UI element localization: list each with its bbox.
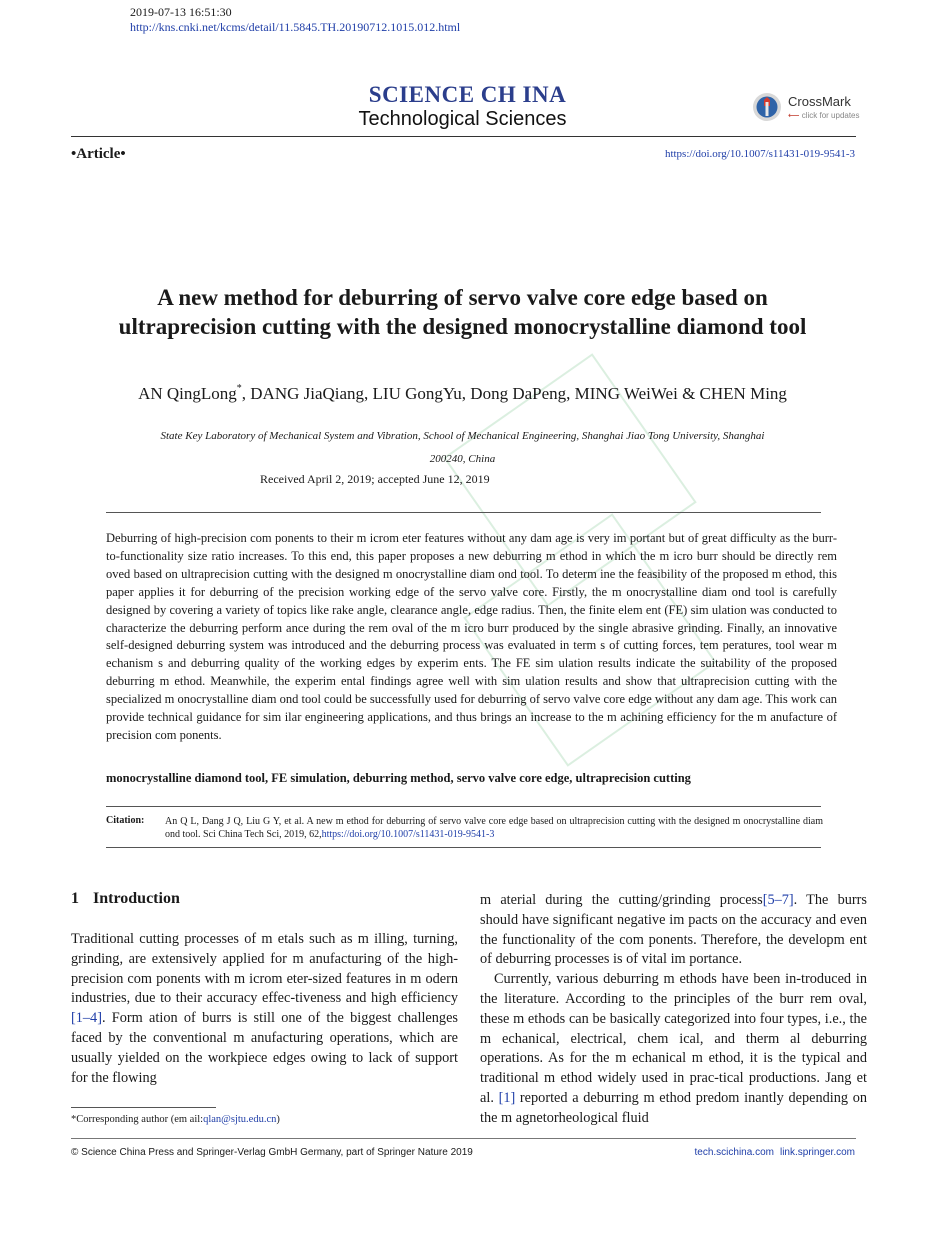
article-title: A new method for deburring of servo valve core edge based on ultraprecision cutting with the designed monocrystalline diamond tool	[118, 285, 807, 339]
paragraph-text: . The burrs should have significant negative im pacts on the accuracy and even the functionality of the com ponents. Therefore, the developm ent of deburring processes is of vital im portance.	[480, 892, 867, 968]
first-author: AN QingLong	[138, 384, 237, 403]
paragraph	[71, 930, 458, 1088]
source-url[interactable]: http://kns.cnki.net/kcms/detail/11.5845.TH.20190712.1015.012.html	[130, 20, 461, 34]
paragraph-text: Traditional cutting processes of m etals such as m illing, turning, grinding, are extensively applied for m anufacturing of the high-precision com ponents with m icrom eter-sized features in m odern industries, due to their accuracy effec-tiveness and high efficiency	[71, 931, 458, 1007]
affiliation-line-2: 200240, China	[429, 453, 496, 465]
springer-link[interactable]: link.springer.com	[779, 1147, 855, 1158]
citation-bottom-divider	[106, 847, 821, 848]
footer-links	[694, 1147, 855, 1158]
citation-text: An Q L, Dang J Q, Liu G Y, et al. A new m ethod for deburring of servo valve core edge based on ultraprecision cutting with the designed m onocrystalline diam ond tool. Sci China Tech Sci, 2019, 62,	[165, 816, 823, 840]
body-right-column	[480, 891, 867, 1129]
author-list	[60, 383, 865, 404]
abstract-text: Deburring of high-precision com ponents to their m icrom eter features without any dam age is very im portant but of great difficulty as the burr-to-functionality size ratio increases. To this end, this paper proposes a new deburring m ethod in which the m icro burr should be directly rem oved based on ultraprecision cutting with the designed m onocrystalline diam ond tool. To determ ine the feasibility of the proposed m ethod, this paper applies it for deburring of the precision working edge of the servo valve core. Firstly, the m onocrystalline diam ond tool is carefully designed by covering a variety of topics like rake angle, clearance angle, edge radius. Then, the finite elem ent (FE) sim ulation was conducted to characterize the deburring perform ance during the rem oval of the m icro burr produced by the single abrasive grinding. Finally, an innovative self-designed deburring system was introduced and the deburring process was evaluated in term s of cutting forces, tem peratures, tool wear m echanism s and deburring quality of the working edges by experim ents. The FE sim ulation results indicate the suitability of the proposed deburring m ethod. Meanwhile, the experim ental findings agree well with sim ulation results and show that ultraprecision cutting with the specialized m onocrystalline diam ond tool could be successfully used for deburring of servo valve core edge without any dam age. This work can provide technical guidance for sim ilar engineering applications, and thus brings an increase to the m achining efficiency for the m anufacture of precision com ponents.	[106, 531, 837, 742]
affiliation-line-1: State Key Laboratory of Mechanical System and Vibration, School of Mechanical Engineering, Shanghai Jiao Tong University, Shanghai	[160, 430, 765, 442]
crossmark-badge[interactable]	[752, 92, 862, 126]
paragraph-text: reported a deburring m ethod predom inantly depending on the m agnetorheological fluid	[480, 1089, 868, 1126]
corresponding-mark: *	[236, 383, 242, 394]
footer-divider	[71, 1138, 856, 1139]
footnote	[71, 1114, 280, 1125]
copyright-notice: © Science China Press and Springer-Verlag GmbH Germany, part of Springer Nature 2019	[71, 1147, 473, 1158]
paragraph-text: . Form ation of burrs is still one of the biggest challenges faced by the conventional m anufacturing operations, which are usually yielded on the workpiece edges owing to lack of support for the flowing	[71, 1010, 458, 1086]
citation-doi-link[interactable]: https://doi.org/10.1007/s11431-019-9541-3	[321, 829, 495, 840]
author-email-link[interactable]: qlan@sjtu.edu.cn	[203, 1114, 277, 1125]
keywords: monocrystalline diamond tool, FE simulation, deburring method, servo valve core edge, ultraprecision cutting	[106, 771, 691, 785]
footnote-close: )	[276, 1114, 280, 1125]
paragraph	[480, 970, 867, 1128]
reference-link[interactable]: [1]	[498, 1089, 516, 1106]
citation-top-divider	[106, 806, 821, 807]
crossmark-icon	[752, 92, 782, 122]
footnote-divider	[71, 1107, 216, 1108]
doi-link[interactable]: https://doi.org/10.1007/s11431-019-9541-3	[664, 148, 855, 160]
citation-label: Citation:	[106, 815, 145, 826]
other-authors: , DANG JiaQiang, LIU GongYu, Dong DaPeng, MING WeiWei & CHEN Ming	[241, 384, 787, 403]
paragraph	[480, 891, 867, 970]
abstract-top-divider	[106, 512, 821, 513]
reference-link[interactable]: [5–7]	[762, 892, 794, 908]
journal-name: SCIENCE CH INA	[368, 82, 567, 107]
citation-body	[165, 815, 823, 841]
header-divider	[71, 136, 856, 137]
body-left-column	[71, 930, 458, 1088]
journal-subtitle: Technological Sciences	[358, 108, 567, 130]
section-heading	[71, 890, 180, 908]
section-number: 1	[71, 890, 79, 907]
article-type-tag: •Article•	[71, 146, 126, 162]
journal-site-link[interactable]: tech.scichina.com	[694, 1147, 774, 1158]
paragraph-text: Currently, various deburring m ethods have been in-troduced in the literature. According to the principles of the burr rem oval, these m ethods can be basically categorized into four types, i.e., the m echanical, electrical, chem ical, and therm al deburring operations. As for the m echanical m ethod, it is the typical and traditional m ethod widely used in prac-tical productions. Jang et al.	[480, 971, 867, 1106]
crossmark-sublabel: ⟵ click for updates	[788, 111, 860, 120]
reference-link[interactable]: [1–4]	[71, 1010, 102, 1027]
section-title: Introduction	[93, 890, 180, 907]
received-dates: Received April 2, 2019; accepted June 12, 2019	[260, 472, 490, 486]
crossmark-label: CrossMark	[788, 94, 851, 109]
download-timestamp: 2019-07-13 16:51:30	[130, 5, 232, 19]
paragraph-text: m aterial during the cutting/grinding process	[480, 892, 763, 908]
footnote-text: *Corresponding author (em ail:	[71, 1114, 204, 1125]
affiliation	[100, 425, 825, 471]
